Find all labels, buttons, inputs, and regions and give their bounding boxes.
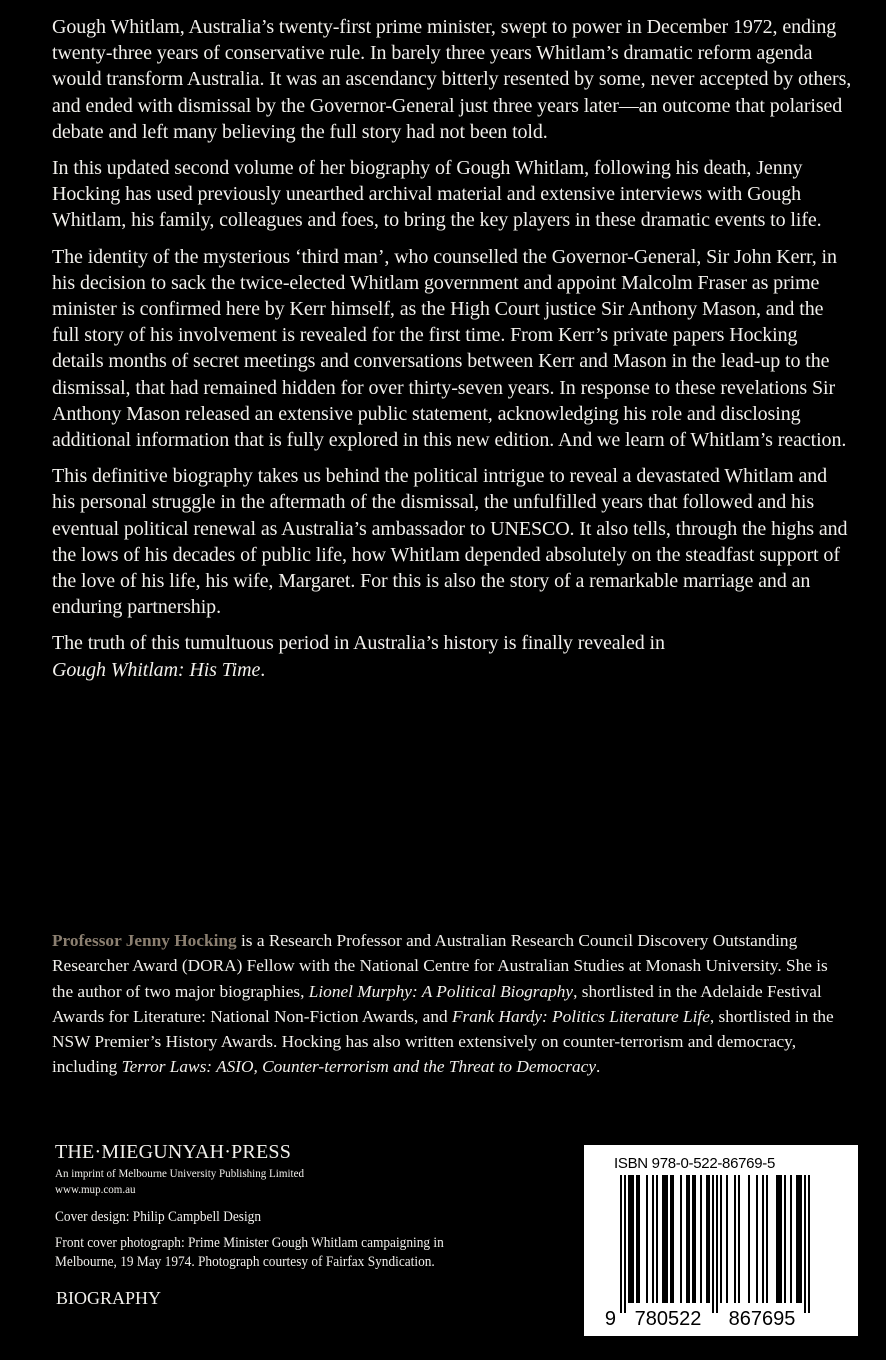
barcode-bar xyxy=(756,1175,758,1303)
blurb-text: The truth of this tumultuous period in Australia’s history is finally revealed in xyxy=(52,632,665,655)
barcode-bar xyxy=(686,1175,688,1303)
barcode-bar xyxy=(688,1175,690,1303)
barcode-bar xyxy=(780,1175,782,1303)
barcode-bar xyxy=(646,1175,648,1303)
barcode-bar xyxy=(796,1175,798,1303)
author-bio xyxy=(52,928,842,1080)
barcode-bar xyxy=(790,1175,792,1303)
barcode-bar xyxy=(700,1175,702,1303)
barcode-bar xyxy=(666,1175,668,1303)
barcode-bar xyxy=(620,1175,622,1313)
photo-credit: Front cover photograph: Prime Minister Gough Whitlam campaigning in Melbourne, 19 May 1974. Photograph courtesy of Fairfax Syndication. xyxy=(55,1235,444,1270)
barcode-bar xyxy=(708,1175,710,1303)
barcode-bar xyxy=(656,1175,658,1303)
barcode-bar xyxy=(672,1175,674,1303)
blurb-paragraph xyxy=(52,630,852,682)
blurb-paragraph: The identity of the mysterious ‘third man’, who counselled the Governor-General, Sir John Kerr, in his decision to sack the twice-elected Whitlam government and appoint Malcolm Fraser as prime minister is confirmed here by Kerr himself, as the High Court justice Sir Anthony Mason, and the full story of his involvement is revealed for the first time. From Kerr’s private papers Hocking details months of secret meetings and conversations between Kerr and Mason in the lead-up to the dismissal, that had remained hidden for over thirty-seven years. In response to these revelations Sir Anthony Mason released an extensive public statement, acknowledging his role and disclosing additional information that is fully explored in this new edition. And we learn of Whitlam’s reaction. xyxy=(52,245,847,452)
barcode-digits: 9 xyxy=(604,1308,616,1330)
barcode-box xyxy=(584,1145,858,1336)
barcode-bar xyxy=(712,1175,714,1313)
barcode-bar xyxy=(738,1175,740,1303)
cover-design-credit: Cover design: Philip Campbell Design xyxy=(55,1209,262,1225)
barcode-bar xyxy=(694,1175,696,1303)
blurb-paragraph: This definitive biography takes us behind the political intrigue to reveal a devastated Whitlam and his personal struggle in the aftermath of the dismissal, the unfulfilled years that followed and his eventual political renewal as Australia’s ambassador to UNESCO. It also tells, through the highs and the lows of his decades of public life, how Whitlam depended absolutely on the steadfast support of the love of his life, his wife, Margaret. For this is also the story of a remarkable marriage and an enduring partnership. xyxy=(52,465,848,619)
book-title: Frank Hardy: Politics Literature Life xyxy=(451,1006,710,1026)
isbn-label: ISBN 978-0-522-86769-5 xyxy=(614,1155,776,1172)
book-title: Gough Whitlam: His Time xyxy=(52,658,261,681)
book-title: Lionel Murphy: A Political Biography xyxy=(308,981,574,1001)
barcode-bar xyxy=(632,1175,634,1303)
barcode-bar xyxy=(778,1175,780,1303)
barcode-bar xyxy=(624,1175,626,1313)
barcode-bar xyxy=(808,1175,810,1313)
barcode-bar xyxy=(748,1175,750,1303)
barcode-bar xyxy=(628,1175,630,1303)
author-name: Professor Jenny Hocking xyxy=(52,931,237,950)
barcode-bar xyxy=(662,1175,664,1303)
genre-label: BIOGRAPHY xyxy=(56,1288,162,1308)
bio-text: , shortlisted in the NSW Premier’s History Awards. Hocking has also written extensively on counter-terrorism and democracy, including xyxy=(52,1006,834,1077)
barcode-bar xyxy=(664,1175,666,1303)
barcode-bar xyxy=(720,1175,722,1303)
barcode-bar xyxy=(638,1175,640,1303)
blurb-text: . xyxy=(260,658,266,681)
blurb-paragraph: In this updated second volume of her biography of Gough Whitlam, following his death, Jenny Hocking has used previously unearthed archival material and extensive interviews with Gough Whitlam, his family, colleagues and foes, to bring the key players in these dramatic events to life. xyxy=(52,157,822,232)
barcode-bar xyxy=(804,1175,806,1313)
blurb-paragraph: Gough Whitlam, Australia’s twenty-first prime minister, swept to power in December 1972, ending twenty-three years of conservative rule. In barely three years Whitlam’s dramatic reform agenda would transform Australia. It was an ascendancy bitterly resented by some, never accepted by others, and ended with dismissal by the Governor-General just three years later—an outcome that polarised debate and left many believing the full story had not been told. xyxy=(52,16,852,143)
barcode-bar xyxy=(670,1175,672,1303)
barcode xyxy=(600,1175,850,1330)
barcode-bar xyxy=(798,1175,800,1303)
barcode-bar xyxy=(784,1175,786,1303)
barcode-digits: 867695 xyxy=(728,1308,796,1330)
publisher-block xyxy=(55,1140,555,1279)
blurb xyxy=(52,14,852,693)
publisher-website: www.mup.com.au xyxy=(55,1182,136,1196)
barcode-bar xyxy=(766,1175,768,1303)
imprint-line: An imprint of Melbourne University Publishing Limited xyxy=(55,1166,305,1180)
barcode-bar xyxy=(706,1175,708,1303)
barcode-bar xyxy=(630,1175,632,1303)
barcode-bar xyxy=(800,1175,802,1303)
publisher-logo: THE·MIEGUNYAH·PRESS xyxy=(55,1141,292,1163)
barcode-digits: 780522 xyxy=(634,1308,702,1330)
barcode-bar xyxy=(762,1175,764,1303)
barcode-bar xyxy=(636,1175,638,1303)
barcode-bar xyxy=(726,1175,728,1303)
barcode-bar xyxy=(776,1175,778,1303)
bio-text: . xyxy=(596,1057,601,1077)
barcode-bar xyxy=(734,1175,736,1303)
bio-paragraph xyxy=(52,928,842,1080)
bio-text: , shortlisted in the Adelaide Festival Awards for Literature: National Non-Fiction Awards, and xyxy=(52,981,822,1026)
bio-text: is a Research Professor and Australian Research Council Discovery Outstanding Researcher Award (DORA) Fellow with the National Centre for Australian Studies at Monash University. She is the author of two major biographies, xyxy=(52,931,828,1001)
barcode-bar xyxy=(692,1175,694,1303)
barcode-bar xyxy=(680,1175,682,1303)
book-title: Terror Laws: ASIO, Counter-terrorism and the Threat to Democracy xyxy=(121,1057,597,1077)
barcode-bar xyxy=(716,1175,718,1313)
barcode-bar xyxy=(652,1175,654,1303)
